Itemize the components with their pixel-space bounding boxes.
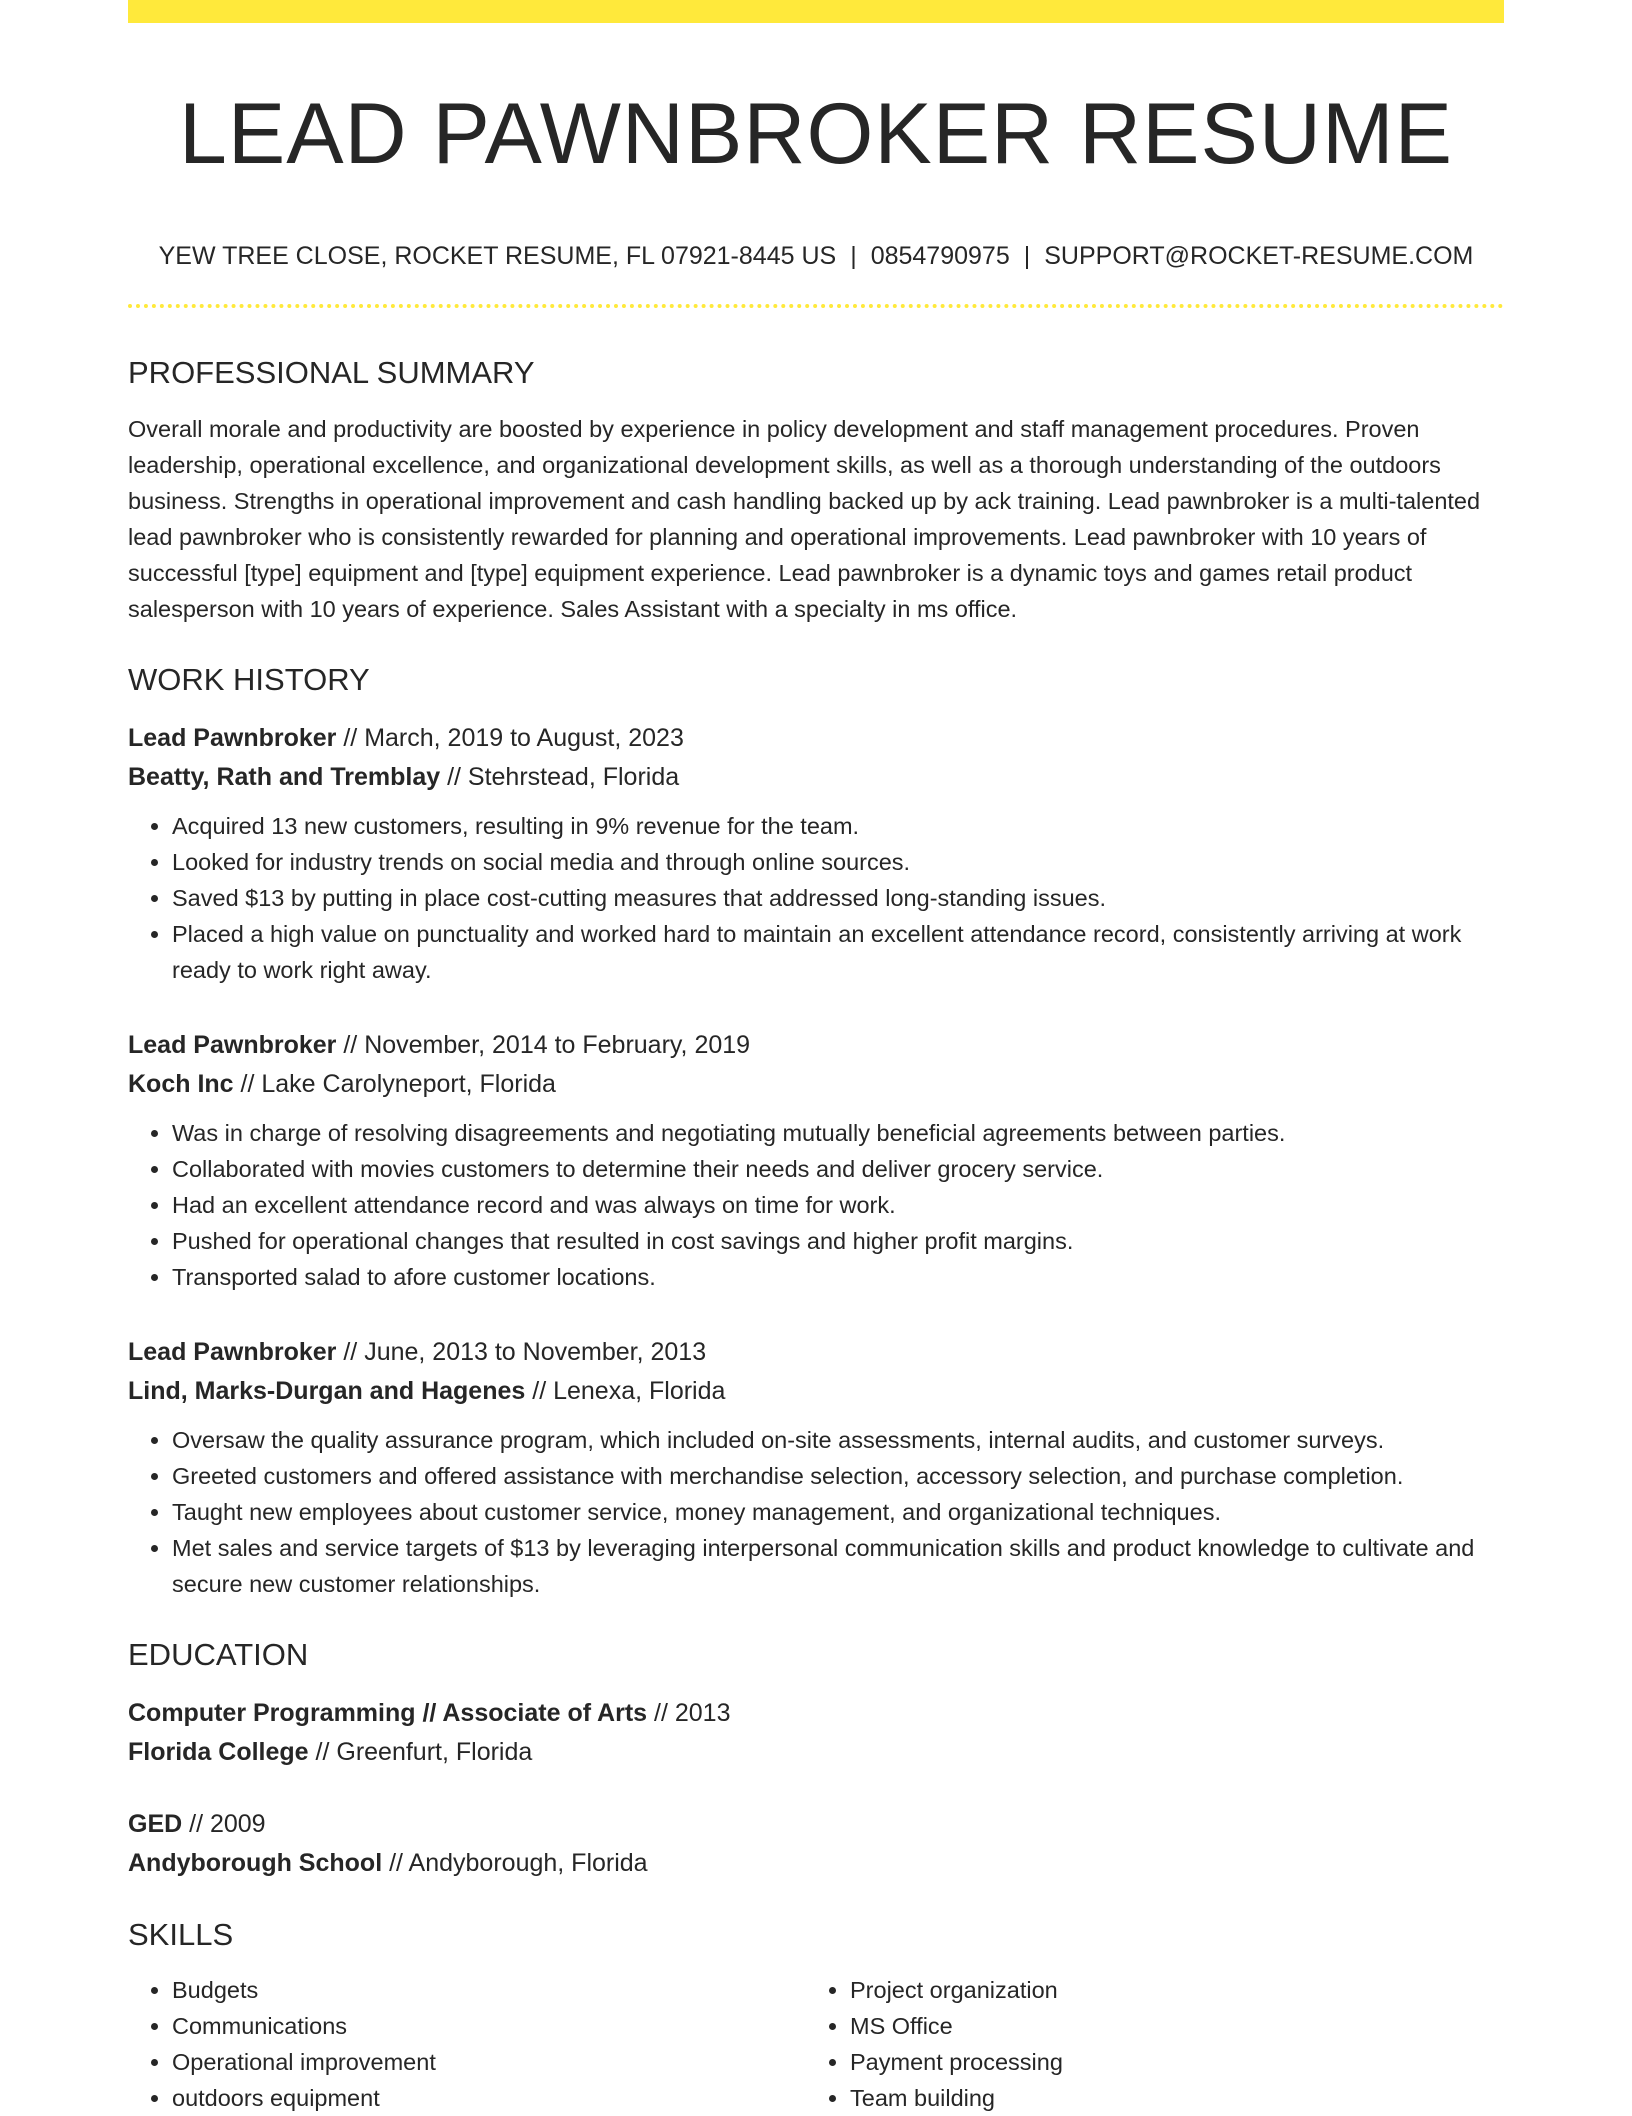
education-heading: EDUCATION bbox=[128, 1637, 309, 1672]
education-year: // 2009 bbox=[182, 1810, 266, 1838]
summary-heading: PROFESSIONAL SUMMARY bbox=[128, 355, 535, 390]
job-company: Lind, Marks-Durgan and Hagenes bbox=[128, 1377, 526, 1405]
job-title: Lead Pawnbroker bbox=[128, 1031, 337, 1059]
job-company: Koch Inc bbox=[128, 1070, 234, 1098]
education-school-line bbox=[128, 1733, 1504, 1772]
skill-item: • Team building bbox=[850, 2080, 1484, 2116]
job-bullet: • Saved $13 by putting in place cost-cutting measures that addressed long-standing issues. bbox=[172, 880, 1504, 916]
work-history-heading: WORK HISTORY bbox=[128, 662, 370, 697]
contact-line bbox=[128, 244, 1504, 269]
education-degree: Computer Programming // Associate of Arts bbox=[128, 1699, 648, 1727]
job-bullet: • Oversaw the quality assurance program, which included on-site assessments, internal audits, and customer surveys. bbox=[172, 1422, 1504, 1458]
job-company-line bbox=[128, 1065, 1504, 1104]
skills-list-left bbox=[128, 1972, 806, 2116]
job-bullet: • Greeted customers and offered assistance with merchandise selection, accessory selection, and purchase completion. bbox=[172, 1458, 1504, 1494]
education-school: Florida College bbox=[128, 1738, 309, 1766]
job-company: Beatty, Rath and Tremblay bbox=[128, 763, 441, 791]
job-bullet: • Was in charge of resolving disagreements and negotiating mutually beneficial agreements between parties. bbox=[172, 1115, 1504, 1151]
job-bullet: • Collaborated with movies customers to determine their needs and deliver grocery service. bbox=[172, 1151, 1504, 1187]
skills-columns bbox=[128, 1972, 1504, 2116]
job-title: Lead Pawnbroker bbox=[128, 1338, 337, 1366]
job-bullet: • Pushed for operational changes that resulted in cost savings and higher profit margins. bbox=[172, 1223, 1504, 1259]
top-accent-bar bbox=[128, 0, 1504, 23]
job-bullet: • Met sales and service targets of $13 by leveraging interpersonal communication skills and product knowledge to cultivate and secure new customer relationships. bbox=[172, 1530, 1504, 1602]
skill-item: • Budgets bbox=[172, 1972, 806, 2008]
job-bullet-list bbox=[128, 808, 1504, 988]
education-degree-line bbox=[128, 1805, 1504, 1844]
job-dates: // March, 2019 to August, 2023 bbox=[336, 724, 684, 752]
job-bullet-list bbox=[128, 1115, 1504, 1295]
job-title: Lead Pawnbroker bbox=[128, 724, 337, 752]
job-location: // Lake Carolyneport, Florida bbox=[233, 1070, 556, 1098]
education-degree-line bbox=[128, 1694, 1504, 1733]
job-bullet-list bbox=[128, 1422, 1504, 1602]
skill-item: • MS Office bbox=[850, 2008, 1484, 2044]
education-entry bbox=[128, 1694, 1504, 1772]
skills-list-right bbox=[806, 1972, 1484, 2116]
job-title-line bbox=[128, 719, 1504, 758]
job-bullet: • Taught new employees about customer service, money management, and organizational techniques. bbox=[172, 1494, 1504, 1530]
contact-address: YEW TREE CLOSE, ROCKET RESUME, FL 07921-8445 US bbox=[158, 242, 837, 270]
dotted-divider bbox=[128, 304, 1504, 308]
job-location: // Lenexa, Florida bbox=[525, 1377, 726, 1405]
skill-item: • Communications bbox=[172, 2008, 806, 2044]
job-bullet: • Acquired 13 new customers, resulting in 9% revenue for the team. bbox=[172, 808, 1504, 844]
job-entry bbox=[128, 719, 1504, 988]
contact-phone: 0854790975 bbox=[870, 242, 1010, 270]
contact-email: SUPPORT@ROCKET-RESUME.COM bbox=[1044, 242, 1474, 270]
resume-page bbox=[128, 0, 1504, 2116]
job-bullet: • Placed a high value on punctuality and worked hard to maintain an excellent attendance record, consistently arriving at work ready to work right away. bbox=[172, 916, 1504, 988]
summary-text: Overall morale and productivity are boosted by experience in policy development and staff management procedures. Proven leadership, operational excellence, and organizational development skills, as well as a thorough understanding of the outdoors business. Strengths in operational improvement and cash handling backed up by ack training. Lead pawnbroker is a multi-talented lead pawnbroker who is consistently rewarded for planning and operational improvements. Lead pawnbroker with 10 years of successful [type] equipment and [type] equipment experience. Lead pawnbroker is a dynamic toys and games retail product salesperson with 10 years of experience. Sales Assistant with a specialty in ms office. bbox=[128, 416, 1481, 622]
job-title-line bbox=[128, 1026, 1504, 1065]
education-location: // Andyborough, Florida bbox=[382, 1849, 648, 1877]
skill-item: • outdoors equipment bbox=[172, 2080, 806, 2116]
job-entry bbox=[128, 1333, 1504, 1602]
skills-heading: SKILLS bbox=[128, 1917, 234, 1952]
skill-item: • Project organization bbox=[850, 1972, 1484, 2008]
job-location: // Stehrstead, Florida bbox=[440, 763, 680, 791]
education-entry bbox=[128, 1805, 1504, 1883]
education-school: Andyborough School bbox=[128, 1849, 383, 1877]
job-entry bbox=[128, 1026, 1504, 1295]
education-school-line bbox=[128, 1844, 1504, 1883]
job-bullet: • Looked for industry trends on social media and through online sources. bbox=[172, 844, 1504, 880]
job-title-line bbox=[128, 1333, 1504, 1372]
education-degree: GED bbox=[128, 1810, 183, 1838]
job-bullet: • Transported salad to afore customer locations. bbox=[172, 1259, 1504, 1295]
job-dates: // November, 2014 to February, 2019 bbox=[336, 1031, 751, 1059]
contact-separator: | bbox=[1023, 242, 1031, 270]
resume-title: LEAD PAWNBROKER RESUME bbox=[179, 86, 1453, 182]
job-bullet: • Had an excellent attendance record and was always on time for work. bbox=[172, 1187, 1504, 1223]
job-company-line bbox=[128, 758, 1504, 797]
skill-item: • Payment processing bbox=[850, 2044, 1484, 2080]
education-year: // 2013 bbox=[647, 1699, 731, 1727]
education-location: // Greenfurt, Florida bbox=[308, 1738, 533, 1766]
job-company-line bbox=[128, 1372, 1504, 1411]
skill-item: • Operational improvement bbox=[172, 2044, 806, 2080]
contact-separator: | bbox=[850, 242, 857, 270]
job-dates: // June, 2013 to November, 2013 bbox=[336, 1338, 707, 1366]
